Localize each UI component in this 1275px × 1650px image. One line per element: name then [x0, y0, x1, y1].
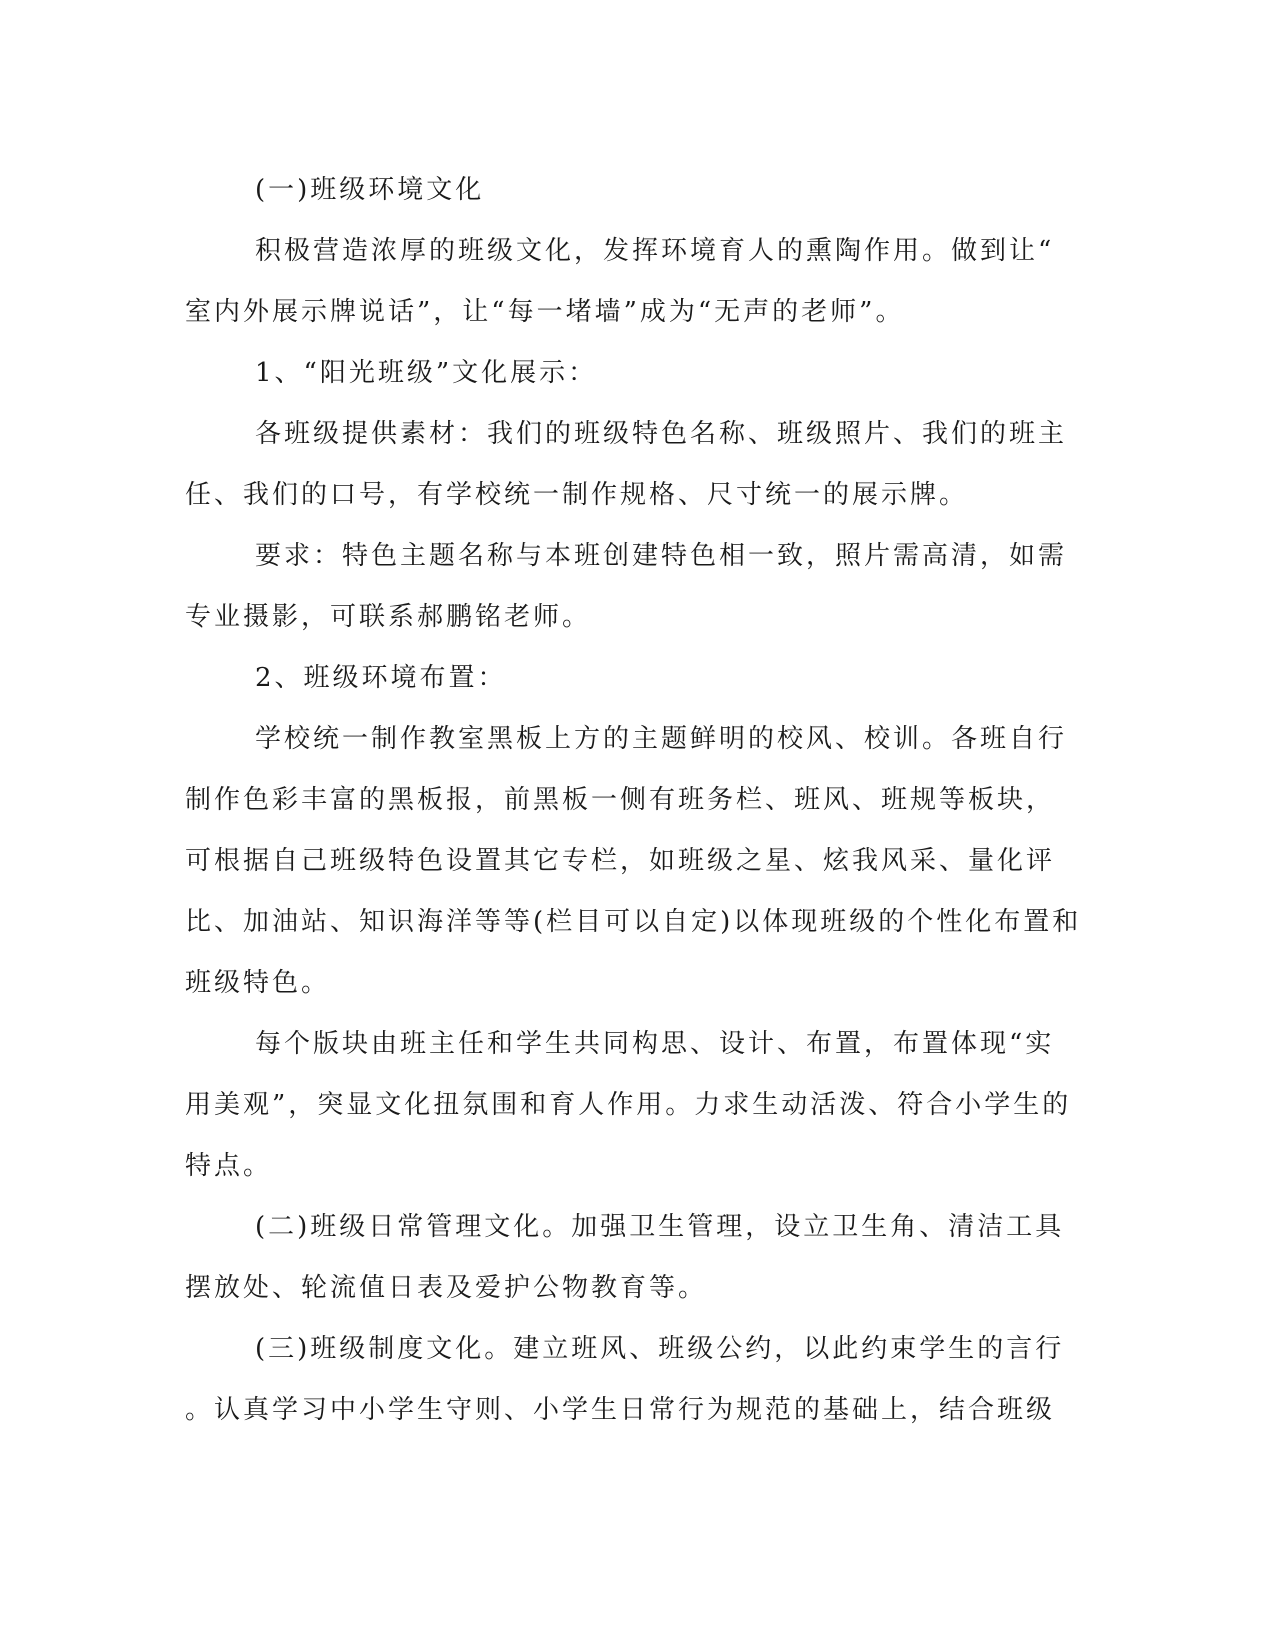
text-line: 。认真学习中小学生守则、小学生日常行为规范的基础上，结合班级 [185, 1395, 1056, 1425]
text-line: 可根据自己班级特色设置其它专栏，如班级之星、炫我风采、量化评 [185, 846, 1056, 876]
text-line: (三)班级制度文化。建立班风、班级公约，以此约束学生的言行 [255, 1334, 1065, 1364]
text-line: 每个版块由班主任和学生共同构思、设计、布置，布置体现“实 [255, 1029, 1055, 1059]
text-line: 专业摄影，可联系郝鹏铭老师。 [185, 602, 592, 632]
text-line: 摆放处、轮流值日表及爱护公物教育等。 [185, 1273, 708, 1303]
text-line: 室内外展示牌说话”，让“每一堵墙”成为“无声的老师”。 [185, 297, 905, 327]
text-line: (一)班级环境文化 [255, 175, 485, 205]
text-line: 比、加油站、知识海洋等等(栏目可以自定)以体现班级的个性化布置和 [185, 907, 1082, 937]
text-line: 1、“阳光班级”文化展示： [255, 358, 598, 388]
text-line: 2、班级环境布置： [255, 663, 507, 693]
text-line: 各班级提供素材：我们的班级特色名称、班级照片、我们的班主 [255, 419, 1068, 449]
text-line: 学校统一制作教室黑板上方的主题鲜明的校风、校训。各班自行 [255, 724, 1068, 754]
text-line: 任、我们的口号，有学校统一制作规格、尺寸统一的展示牌。 [185, 480, 969, 510]
text-line: (二)班级日常管理文化。加强卫生管理，设立卫生角、清洁工具 [255, 1212, 1065, 1242]
document-body [185, 160, 1085, 1441]
text-line: 特点。 [185, 1151, 273, 1181]
text-line: 要求：特色主题名称与本班创建特色相一致，照片需高清，如需 [255, 541, 1068, 571]
text-line: 制作色彩丰富的黑板报，前黑板一侧有班务栏、班风、班规等板块， [185, 785, 1056, 815]
text-line: 班级特色。 [185, 968, 331, 998]
text-line: 用美观”，突显文化扭氛围和育人作用。力求生动活泼、符合小学生的 [185, 1090, 1072, 1120]
text-line: 积极营造浓厚的班级文化，发挥环境育人的熏陶作用。做到让“ [255, 236, 1055, 266]
